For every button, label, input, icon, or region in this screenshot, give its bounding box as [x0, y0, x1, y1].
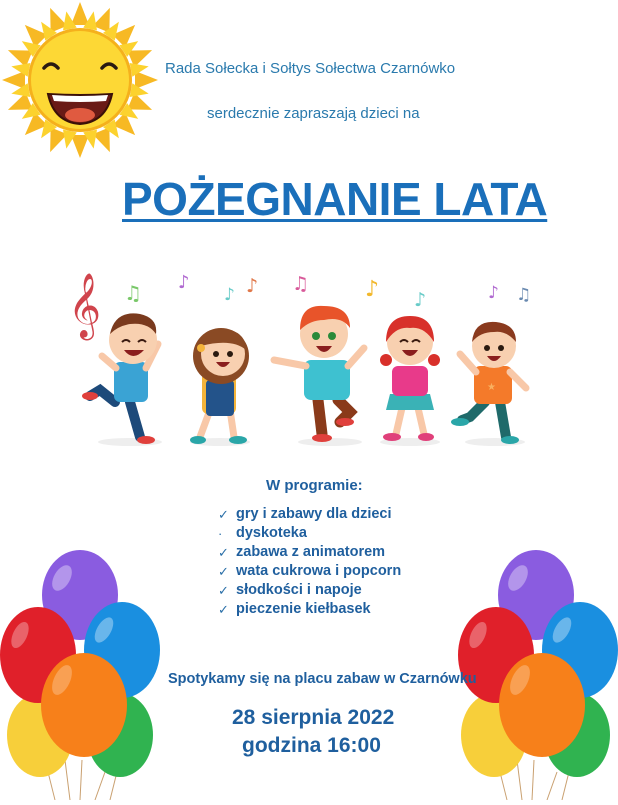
list-item: ✓ pieczenie kiełbasek [218, 601, 371, 617]
checkmark-icon: ✓ [218, 602, 229, 617]
kid-4 [380, 316, 440, 441]
kid-2 [190, 328, 249, 444]
balloon-bunch-icon [452, 540, 618, 800]
list-item: ✓ wata cukrowa i popcorn [218, 563, 402, 579]
balloons-right-illustration [452, 540, 618, 800]
checkmark-icon: ✓ [218, 564, 229, 579]
organizer-text: Rada Sołecka i Sołtys Sołectwa Czarnówko [165, 60, 456, 77]
program-list [218, 505, 401, 619]
checkmark-icon: ✓ [218, 583, 229, 598]
list-item: ✓ gry i zabawy dla dzieci [218, 506, 392, 522]
balloon-bunch-icon [0, 540, 170, 800]
sun-icon [0, 0, 165, 165]
svg-text:𝄞: 𝄞 [68, 273, 102, 338]
svg-text:♪: ♪ [246, 275, 259, 297]
svg-text:★: ★ [487, 382, 496, 393]
checkmark-icon: ✓ [218, 507, 229, 522]
list-item: · dyskoteka [218, 525, 307, 541]
bullet-dot-icon: · [218, 526, 223, 541]
svg-text:♪: ♪ [488, 283, 499, 303]
svg-text:♫: ♫ [124, 281, 142, 305]
svg-text:♪: ♪ [414, 289, 427, 311]
event-date: 28 sierpnia 2022 [232, 706, 395, 729]
event-time: godzina 16:00 [242, 734, 381, 757]
checkmark-icon: ✓ [218, 545, 229, 560]
invitation-text: serdecznie zapraszają dzieci na [207, 105, 420, 122]
dancing-kids-illustration [60, 262, 560, 452]
kid-3 [274, 306, 364, 442]
list-item: ✓ zabawa z animatorem [218, 544, 386, 560]
balloons-left-illustration [0, 540, 170, 800]
svg-text:♪: ♪ [365, 277, 380, 302]
program-heading: W programie: [266, 477, 363, 494]
page-title: POŻEGNANIE LATA [122, 173, 548, 225]
svg-text:♪: ♪ [178, 272, 190, 293]
list-item: ✓ słodkości i napoje [218, 582, 362, 598]
svg-text:♪: ♪ [224, 285, 235, 305]
kid-5 [451, 322, 526, 444]
meeting-place-text: Spotykamy się na placu zabaw w Czarnówku [168, 671, 477, 687]
svg-text:♫: ♫ [516, 285, 532, 305]
svg-text:♫: ♫ [292, 273, 310, 295]
sun-illustration [0, 0, 165, 165]
